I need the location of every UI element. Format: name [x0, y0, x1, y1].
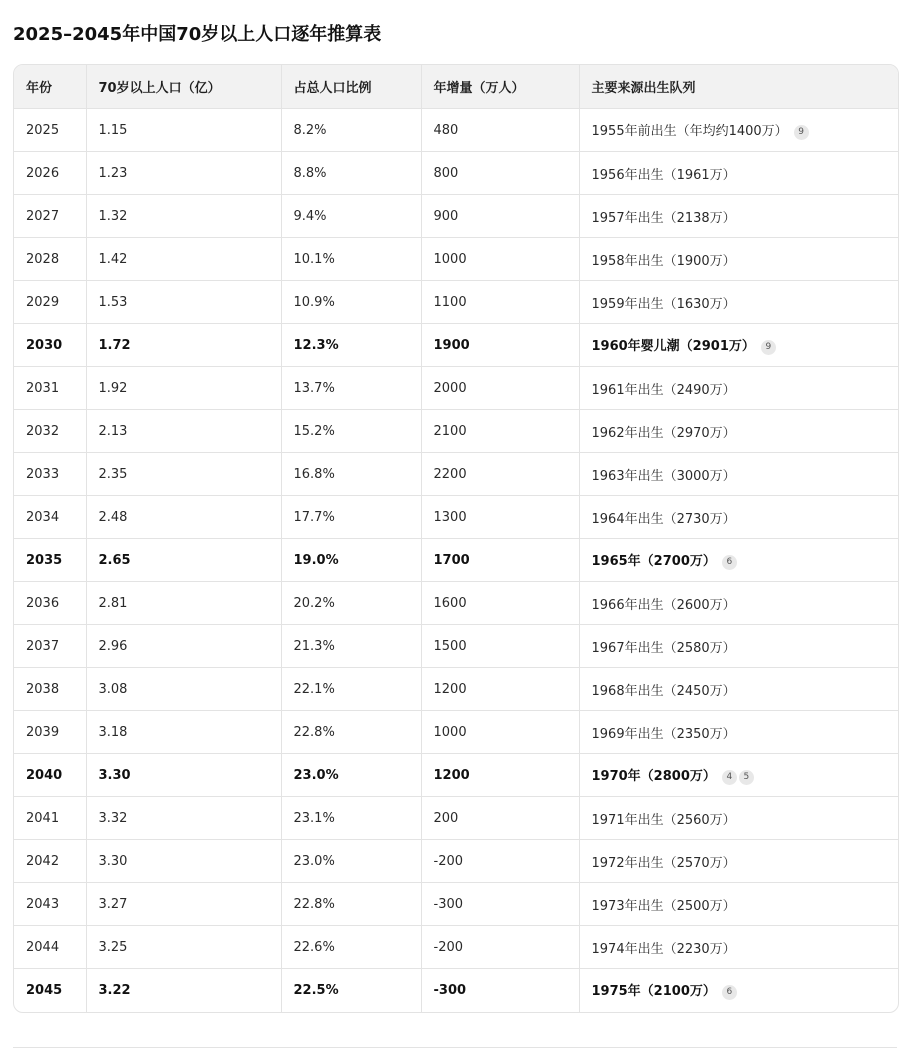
cell-cohort — [579, 969, 898, 1012]
cell-ratio: 10.1% — [281, 238, 421, 281]
cell-ratio: 22.1% — [281, 668, 421, 711]
header-increase: 年增量（万人） — [421, 65, 579, 109]
cell-increase: 1700 — [421, 539, 579, 582]
cell-population: 3.25 — [86, 926, 281, 969]
cell-population: 3.27 — [86, 883, 281, 926]
header-ratio: 占总人口比例 — [281, 65, 421, 109]
cell-year: 2031 — [14, 367, 86, 410]
cell-increase: 1200 — [421, 754, 579, 797]
cell-year: 2043 — [14, 883, 86, 926]
citation-badge[interactable]: 6 — [722, 985, 737, 1000]
table-row — [14, 324, 898, 367]
header-year: 年份 — [14, 65, 86, 109]
population-table — [14, 65, 898, 1012]
cell-ratio: 22.8% — [281, 711, 421, 754]
cell-population: 1.32 — [86, 195, 281, 238]
cell-cohort — [579, 195, 898, 238]
cell-year: 2037 — [14, 625, 86, 668]
header-cohort: 主要来源出生队列 — [579, 65, 898, 109]
cohort-text: 1974年出生（2230万） — [591, 941, 736, 957]
cell-population: 3.30 — [86, 754, 281, 797]
cohort-text: 1973年出生（2500万） — [591, 898, 736, 914]
cell-year: 2034 — [14, 496, 86, 539]
table-row — [14, 582, 898, 625]
cell-ratio: 23.0% — [281, 754, 421, 797]
cell-increase: 480 — [421, 109, 579, 152]
cell-year: 2038 — [14, 668, 86, 711]
cell-ratio: 13.7% — [281, 367, 421, 410]
table-body — [14, 109, 898, 1012]
cell-cohort — [579, 539, 898, 582]
table-row — [14, 711, 898, 754]
cell-increase: -300 — [421, 883, 579, 926]
cell-cohort — [579, 711, 898, 754]
cell-population: 2.96 — [86, 625, 281, 668]
cohort-text: 1964年出生（2730万） — [591, 511, 736, 527]
cell-ratio: 19.0% — [281, 539, 421, 582]
cohort-text: 1956年出生（1961万） — [591, 167, 736, 183]
table-row — [14, 109, 898, 152]
cell-increase: 1000 — [421, 711, 579, 754]
table-row — [14, 926, 898, 969]
table-row — [14, 195, 898, 238]
cell-population: 3.08 — [86, 668, 281, 711]
cell-year: 2032 — [14, 410, 86, 453]
cell-population: 1.42 — [86, 238, 281, 281]
cell-cohort — [579, 797, 898, 840]
cohort-text: 1965年（2700万） — [591, 554, 716, 569]
cell-ratio: 23.0% — [281, 840, 421, 883]
table-header — [14, 65, 898, 109]
cohort-text: 1966年出生（2600万） — [591, 597, 736, 613]
cell-cohort — [579, 410, 898, 453]
cell-cohort — [579, 625, 898, 668]
table-row — [14, 625, 898, 668]
cell-ratio: 9.4% — [281, 195, 421, 238]
cell-cohort — [579, 109, 898, 152]
cell-population: 2.13 — [86, 410, 281, 453]
cell-ratio: 17.7% — [281, 496, 421, 539]
cell-cohort — [579, 152, 898, 195]
cell-increase: 1500 — [421, 625, 579, 668]
cell-cohort — [579, 883, 898, 926]
population-table-container — [13, 64, 899, 1013]
citation-badge[interactable]: 4 — [722, 770, 737, 785]
cell-cohort — [579, 840, 898, 883]
citation-badge[interactable]: 5 — [739, 770, 754, 785]
cell-cohort — [579, 668, 898, 711]
cohort-text: 1968年出生（2450万） — [591, 683, 736, 699]
cell-cohort — [579, 367, 898, 410]
table-title: 2025–2045年中国70岁以上人口逐年推算表 — [13, 24, 382, 45]
table-row — [14, 969, 898, 1012]
cell-increase: -200 — [421, 840, 579, 883]
cell-ratio: 15.2% — [281, 410, 421, 453]
cell-ratio: 8.2% — [281, 109, 421, 152]
cell-cohort — [579, 496, 898, 539]
cohort-text: 1963年出生（3000万） — [591, 468, 736, 484]
table-row — [14, 367, 898, 410]
cell-increase: 1000 — [421, 238, 579, 281]
table-row — [14, 238, 898, 281]
cohort-text: 1961年出生（2490万） — [591, 382, 736, 398]
cell-increase: 1300 — [421, 496, 579, 539]
cohort-text: 1962年出生（2970万） — [591, 425, 736, 441]
cell-population: 2.81 — [86, 582, 281, 625]
cell-increase: 1900 — [421, 324, 579, 367]
cell-increase: 2200 — [421, 453, 579, 496]
table-row — [14, 754, 898, 797]
header-row — [14, 65, 898, 109]
cell-ratio: 10.9% — [281, 281, 421, 324]
cell-year: 2028 — [14, 238, 86, 281]
cohort-text: 1958年出生（1900万） — [591, 253, 736, 269]
cohort-text: 1971年出生（2560万） — [591, 812, 736, 828]
cell-cohort — [579, 754, 898, 797]
cell-population: 2.35 — [86, 453, 281, 496]
table-row — [14, 797, 898, 840]
cell-year: 2030 — [14, 324, 86, 367]
cell-population: 1.72 — [86, 324, 281, 367]
cell-increase: 800 — [421, 152, 579, 195]
cell-year: 2040 — [14, 754, 86, 797]
cell-population: 1.92 — [86, 367, 281, 410]
cell-ratio: 20.2% — [281, 582, 421, 625]
table-row — [14, 152, 898, 195]
cell-increase: -200 — [421, 926, 579, 969]
table-row — [14, 281, 898, 324]
cell-population: 2.48 — [86, 496, 281, 539]
table-row — [14, 410, 898, 453]
cell-increase: 2100 — [421, 410, 579, 453]
cell-year: 2026 — [14, 152, 86, 195]
cell-year: 2036 — [14, 582, 86, 625]
table-row — [14, 840, 898, 883]
table-row — [14, 496, 898, 539]
cell-cohort — [579, 238, 898, 281]
cell-ratio: 23.1% — [281, 797, 421, 840]
cell-year: 2033 — [14, 453, 86, 496]
cell-year: 2042 — [14, 840, 86, 883]
cell-increase: 200 — [421, 797, 579, 840]
cell-population: 1.15 — [86, 109, 281, 152]
cohort-text: 1967年出生（2580万） — [591, 640, 736, 656]
table-row — [14, 453, 898, 496]
header-population: 70岁以上人口（亿） — [86, 65, 281, 109]
cohort-text: 1959年出生（1630万） — [591, 296, 736, 312]
bottom-divider — [13, 1047, 897, 1048]
cell-year: 2044 — [14, 926, 86, 969]
cell-population: 1.23 — [86, 152, 281, 195]
cell-year: 2035 — [14, 539, 86, 582]
citation-badge[interactable]: 9 — [761, 340, 776, 355]
cohort-text: 1972年出生（2570万） — [591, 855, 736, 871]
cell-cohort — [579, 926, 898, 969]
cell-cohort — [579, 453, 898, 496]
cell-ratio: 22.8% — [281, 883, 421, 926]
cell-cohort — [579, 582, 898, 625]
cell-cohort — [579, 324, 898, 367]
cell-ratio: 22.5% — [281, 969, 421, 1012]
cell-increase: 2000 — [421, 367, 579, 410]
cell-year: 2039 — [14, 711, 86, 754]
cell-year: 2027 — [14, 195, 86, 238]
cohort-text: 1957年出生（2138万） — [591, 210, 736, 226]
cohort-text: 1969年出生（2350万） — [591, 726, 736, 742]
cell-increase: 1200 — [421, 668, 579, 711]
cell-population: 3.18 — [86, 711, 281, 754]
cell-ratio: 22.6% — [281, 926, 421, 969]
cohort-text: 1960年婴儿潮（2901万） — [591, 339, 755, 354]
cell-ratio: 8.8% — [281, 152, 421, 195]
cohort-text: 1970年（2800万） — [591, 769, 716, 784]
cohort-text: 1975年（2100万） — [591, 984, 716, 1000]
cell-increase: -300 — [421, 969, 579, 1012]
citation-badge[interactable]: 6 — [722, 555, 737, 570]
cell-year: 2025 — [14, 109, 86, 152]
cell-increase: 900 — [421, 195, 579, 238]
cell-population: 3.30 — [86, 840, 281, 883]
cell-increase: 1600 — [421, 582, 579, 625]
cell-population: 3.22 — [86, 969, 281, 1012]
cell-ratio: 12.3% — [281, 324, 421, 367]
cell-year: 2029 — [14, 281, 86, 324]
citation-badge[interactable]: 9 — [794, 125, 809, 140]
cell-population: 2.65 — [86, 539, 281, 582]
cell-year: 2045 — [14, 969, 86, 1012]
cell-population: 3.32 — [86, 797, 281, 840]
cell-ratio: 16.8% — [281, 453, 421, 496]
cell-population: 1.53 — [86, 281, 281, 324]
table-row — [14, 883, 898, 926]
cell-ratio: 21.3% — [281, 625, 421, 668]
cell-year: 2041 — [14, 797, 86, 840]
table-row — [14, 539, 898, 582]
cell-increase: 1100 — [421, 281, 579, 324]
cohort-text: 1955年前出生（年均约1400万） — [591, 124, 788, 139]
cell-cohort — [579, 281, 898, 324]
table-row — [14, 668, 898, 711]
